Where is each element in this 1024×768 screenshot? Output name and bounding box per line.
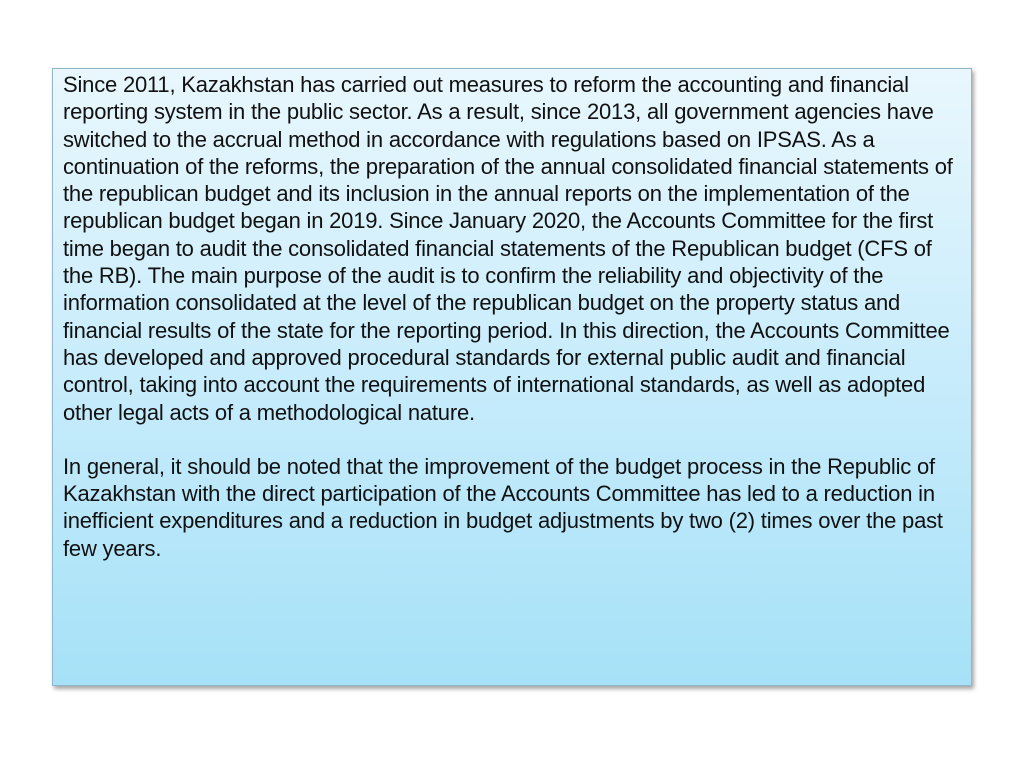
paragraph-conclusion: In general, it should be noted that the improvement of the budget process in the Republic of Kazakhstan with the direct participation of the Accounts Committee has led to a reduction in inefficient expenditures and a reduction in budget adjustments by two (2) times over the past few years. [63,453,943,561]
paragraph-reform-history: Since 2011, Kazakhstan has carried out measures to reform the accounting and financial reporting system in the public sector. As a result, since 2013, all government agencies have switched to the accrual method in accordance with regulations based on IPSAS. As a continuation of the reforms, the preparation of the annual consolidated financial statements of the republican budget and its inclusion in the annual reports on the implementation of the republican budget began in 2019. Since January 2020, the Accounts Committee for the first time began to audit the consolidated financial statements of the Republican budget (CFS of the RB). The main purpose of the audit is to confirm the reliability and objectivity of the information consolidated at the level of the republican budget on the property status and financial results of the state for the reporting period. In this direction, the Accounts Committee has developed and approved procedural standards for external public audit and financial control, taking into account the requirements of international standards, as well as adopted other legal acts of a methodological nature. [63,72,953,425]
text-box [52,68,972,686]
